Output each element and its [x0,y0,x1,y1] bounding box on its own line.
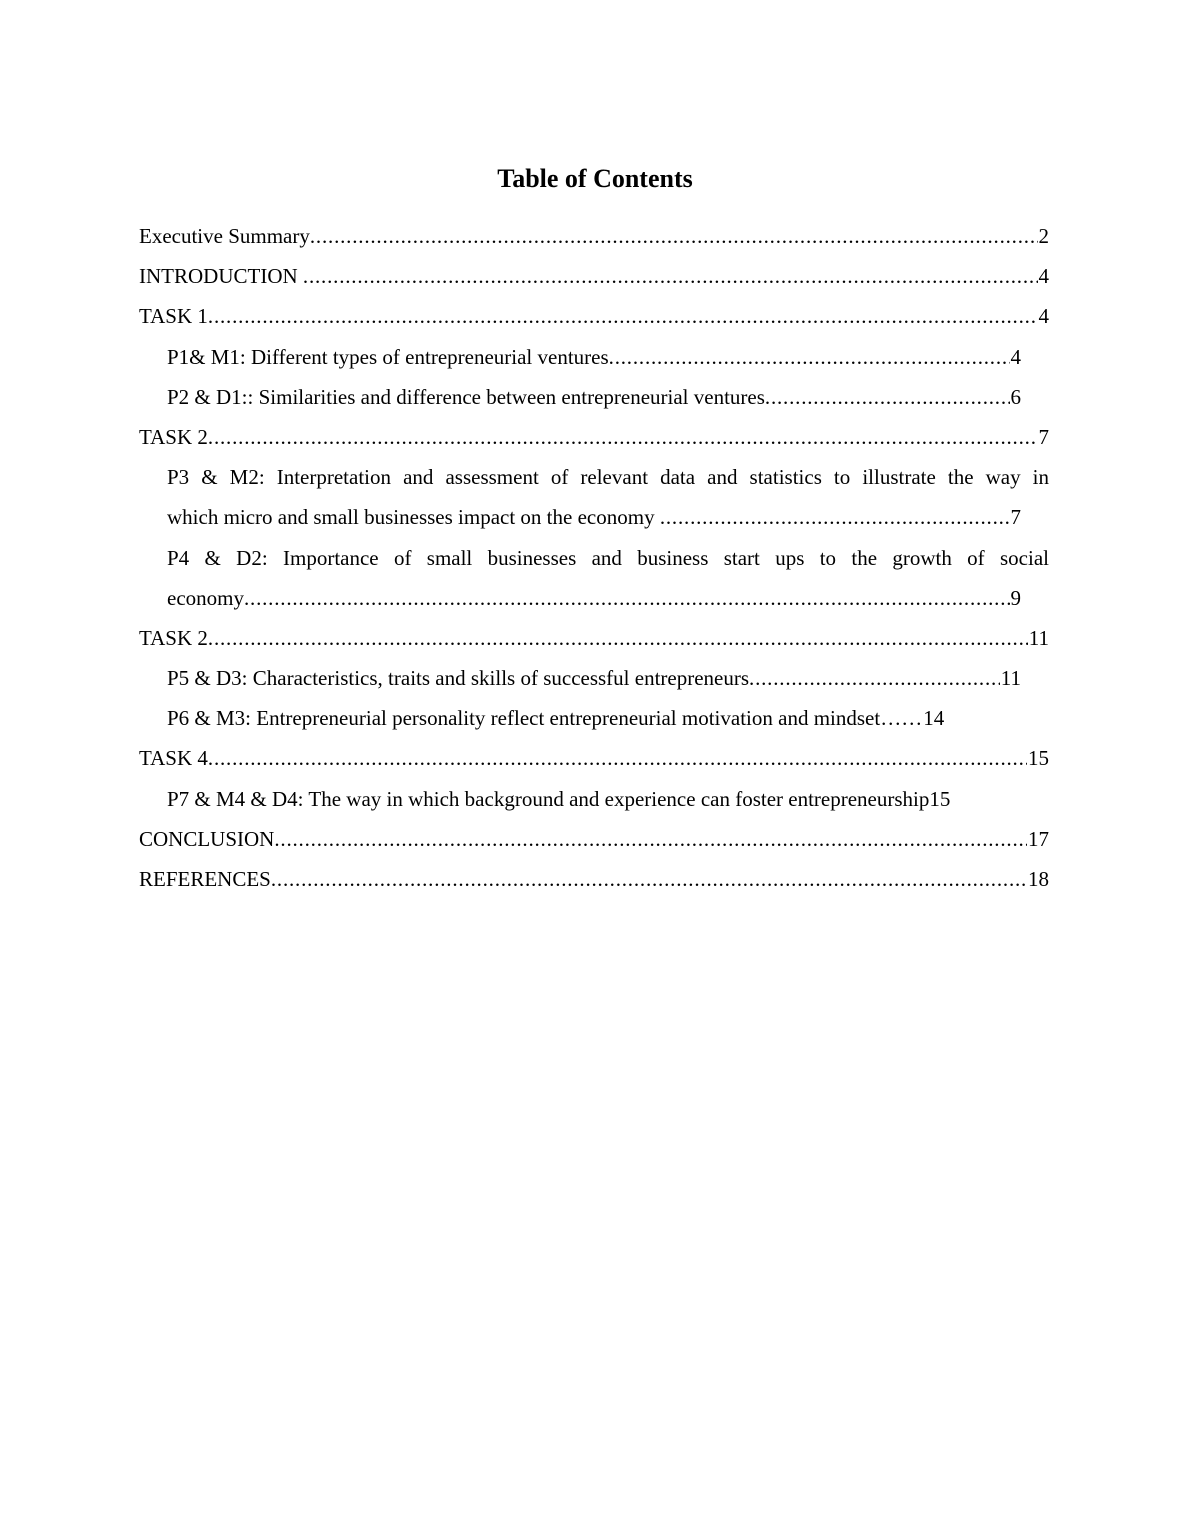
toc-entry-label: P5 & D3: Characteristics, traits and skills of successful entrepreneurs [167,658,749,698]
toc-leader-dots [303,256,1038,296]
toc-leader-dots [609,337,1010,377]
toc-page-number: 11 [1028,625,1049,650]
table-of-contents [139,216,1049,899]
toc-entry-task-2[interactable] [139,417,1049,457]
toc-entry-label-line-2: economy [167,578,244,618]
toc-entry-label: TASK 2 [139,417,208,457]
toc-page-number: 18 [1028,867,1049,891]
toc-page-number: 2 [1038,224,1049,248]
page-title: Table of Contents [497,164,693,193]
toc-page-number: 4 [1038,304,1049,329]
toc-entry-task-1[interactable] [139,296,1049,336]
toc-entry-conclusion[interactable] [139,819,1049,859]
toc-leader-dots [310,216,1038,256]
toc-entry-label: TASK 2 [139,618,208,658]
toc-entry-label: INTRODUCTION [139,256,303,296]
toc-page-number: 11 [1000,666,1021,691]
toc-entry-label: P1& M1: Different types of entrepreneurial ventures [167,337,609,377]
toc-page-number: 14 [923,706,945,731]
toc-page-number: 17 [1028,826,1049,851]
toc-entry-label: P7 & M4 & D4: The way in which background and experience can foster entrepreneurship [167,786,930,811]
toc-entry-p5-d3[interactable] [167,658,1021,698]
toc-entry-label: TASK 4 [139,738,208,778]
toc-leader-dots [271,859,1027,899]
toc-leader-dots [660,497,1010,537]
toc-leader-dots [208,738,1027,778]
toc-entry-p3-m2[interactable] [167,457,1049,537]
toc-page-number: 4 [1010,344,1021,369]
toc-leader-dots [274,819,1027,859]
toc-entry-label: REFERENCES [139,859,271,899]
toc-entry-executive-summary[interactable] [139,216,1049,256]
toc-page-number: 7 [1010,505,1021,530]
toc-page-number: 15 [1028,746,1049,771]
toc-entry-label: TASK 1 [139,296,208,336]
toc-entry-p7-m4-d4[interactable] [167,779,1049,819]
toc-entry-references[interactable] [139,859,1049,899]
toc-entry-label: Executive Summary [139,216,310,256]
toc-page-number: 9 [1010,585,1021,610]
toc-entry-label: P2 & D1:: Similarities and difference between entrepreneurial ventures [167,377,765,417]
toc-leader-dots [765,377,1010,417]
toc-leader-dots [244,578,1010,618]
toc-leader-dots [208,417,1038,457]
toc-entry-p1-m1[interactable] [167,337,1021,377]
toc-leader-dots [208,618,1028,658]
toc-entry-introduction[interactable] [139,256,1049,296]
toc-leader-dots [208,296,1038,336]
toc-entry-label: P6 & M3: Entrepreneurial personality reflect entrepreneurial motivation and mindset…… [167,706,923,731]
toc-entry-p2-d1[interactable] [167,377,1021,417]
toc-entry-label-line-2: which micro and small businesses impact on the economy [167,497,660,537]
toc-entry-task-2-second[interactable] [139,618,1049,658]
toc-entry-label-line-1: P3 & M2: Interpretation and assessment of relevant data and statistics to illustrate the way in [167,465,1049,490]
toc-page-number: 6 [1010,384,1021,409]
toc-leader-dots [749,658,1000,698]
toc-entry-p4-d2[interactable] [167,538,1049,618]
toc-page-number: 15 [929,786,951,811]
toc-entry-p6-m3[interactable] [167,698,1021,738]
toc-entry-label-line-1: P4 & D2: Importance of small businesses and business start ups to the growth of social [167,545,1049,570]
toc-entry-task-4[interactable] [139,738,1049,778]
toc-page-number: 4 [1038,264,1049,289]
toc-entry-label: CONCLUSION [139,819,274,859]
toc-page-number: 7 [1038,424,1049,449]
